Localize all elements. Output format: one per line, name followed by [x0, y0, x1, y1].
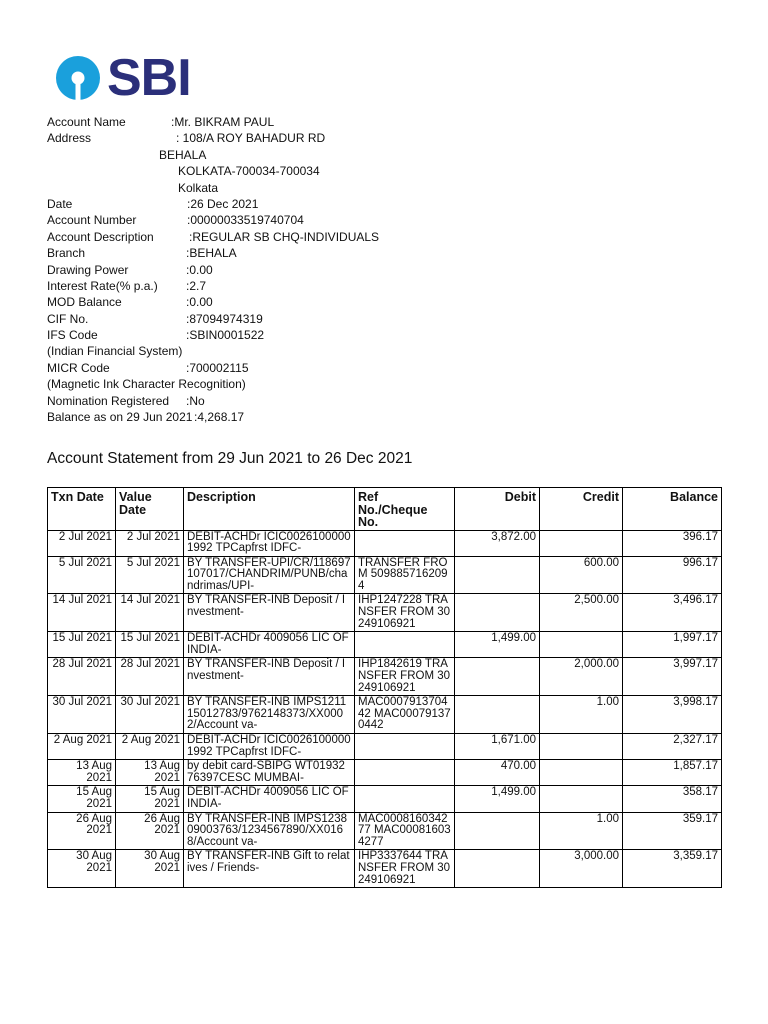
account-detail-value: :0.00 [186, 262, 213, 277]
cell-balance: 3,998.17 [623, 696, 722, 734]
account-detail-label: Account Description [47, 229, 154, 244]
account-detail-label: CIF No. [47, 311, 89, 326]
table-row [48, 812, 722, 850]
cell-balance: 1,997.17 [623, 632, 722, 658]
cell-value-date: 2 Jul 2021 [116, 530, 184, 556]
table-row [48, 556, 722, 594]
cell-credit [540, 632, 623, 658]
account-detail-value: :700002115 [186, 360, 249, 375]
cell-txn-date: 13 Aug 2021 [48, 760, 116, 786]
table-row [48, 786, 722, 812]
account-detail-value: :87094974319 [186, 311, 263, 326]
cell-description: by debit card-SBIPG WT0193276397CESC MUMBAI- [184, 760, 355, 786]
cell-debit: 1,499.00 [455, 786, 540, 812]
cell-balance: 396.17 [623, 530, 722, 556]
header-value-date: Value Date [116, 488, 184, 531]
table-row [48, 530, 722, 556]
account-detail-label: Branch [47, 246, 86, 261]
cell-ref-no [355, 530, 455, 556]
account-detail-value: :2.7 [186, 278, 207, 293]
cell-debit [455, 812, 540, 850]
account-detail-label: MICR Code [47, 360, 110, 375]
cell-balance: 3,997.17 [623, 658, 722, 696]
cell-balance: 3,359.17 [623, 850, 722, 888]
account-detail-label: Account Name [47, 115, 126, 129]
cell-value-date: 30 Jul 2021 [116, 696, 184, 734]
cell-balance: 1,857.17 [623, 760, 722, 786]
cell-ref-no: IHP1842619 TRANSFER FROM 30249106921 [355, 658, 455, 696]
cell-ref-no: TRANSFER FROM 5098857162094 [355, 556, 455, 594]
cell-value-date: 15 Jul 2021 [116, 632, 184, 658]
header-txn-date: Txn Date [48, 488, 116, 531]
cell-txn-date: 2 Jul 2021 [48, 530, 116, 556]
account-detail-label: MOD Balance [47, 295, 122, 310]
cell-credit: 3,000.00 [540, 850, 623, 888]
cell-description: DEBIT-ACHDr 4009056 LIC OF INDIA- [184, 786, 355, 812]
cell-debit [455, 658, 540, 696]
account-detail-value: :BEHALA [186, 246, 237, 261]
account-detail-value: :00000033519740704 [187, 213, 304, 228]
cell-credit: 1.00 [540, 812, 623, 850]
cell-description: DEBIT-ACHDr ICIC00261000001992 TPCapfrst IDFC- [184, 734, 355, 760]
account-detail-label: Account Number [47, 213, 137, 228]
cell-description: BY TRANSFER-INB Deposit / Investment- [184, 658, 355, 696]
account-detail-value: :26 Dec 2021 [187, 196, 259, 211]
account-detail-label: IFS Code [47, 328, 98, 343]
account-detail-label: Interest Rate(% p.a.) [47, 278, 158, 293]
header-debit: Debit [455, 488, 540, 531]
cell-debit [455, 696, 540, 734]
table-row [48, 850, 722, 888]
cell-balance: 358.17 [623, 786, 722, 812]
cell-txn-date: 28 Jul 2021 [48, 658, 116, 696]
cell-value-date: 2 Aug 2021 [116, 734, 184, 760]
account-detail-label: Balance as on 29 Jun 2021 [47, 410, 193, 425]
cell-credit: 1.00 [540, 696, 623, 734]
account-detail-label: Nomination Registered [47, 393, 170, 408]
cell-ref-no: IHP1247228 TRANSFER FROM 30249106921 [355, 594, 455, 632]
cell-txn-date: 5 Jul 2021 [48, 556, 116, 594]
account-detail-value: BEHALA [159, 147, 207, 162]
cell-value-date: 28 Jul 2021 [116, 658, 184, 696]
table-row [48, 594, 722, 632]
cell-credit: 600.00 [540, 556, 623, 594]
cell-credit: 2,500.00 [540, 594, 623, 632]
sbi-logo-text: SBI [107, 49, 191, 107]
cell-credit [540, 530, 623, 556]
cell-balance: 996.17 [623, 556, 722, 594]
account-detail-value: :No [186, 393, 205, 408]
account-detail-value: KOLKATA-700034-700034 [178, 164, 320, 179]
account-detail-value: :REGULAR SB CHQ-INDIVIDUALS [189, 229, 380, 244]
cell-ref-no [355, 786, 455, 812]
cell-txn-date: 15 Jul 2021 [48, 632, 116, 658]
cell-debit [455, 556, 540, 594]
cell-txn-date: 15 Aug 2021 [48, 786, 116, 812]
cell-balance: 3,496.17 [623, 594, 722, 632]
table-row [48, 658, 722, 696]
cell-value-date: 13 Aug 2021 [116, 760, 184, 786]
cell-credit: 2,000.00 [540, 658, 623, 696]
cell-description: DEBIT-ACHDr ICIC00261000001992 TPCapfrst IDFC- [184, 530, 355, 556]
cell-credit [540, 786, 623, 812]
cell-debit: 3,872.00 [455, 530, 540, 556]
cell-debit: 470.00 [455, 760, 540, 786]
sbi-keyhole-icon [55, 55, 101, 101]
cell-credit [540, 760, 623, 786]
cell-debit: 1,499.00 [455, 632, 540, 658]
account-detail-label: (Magnetic Ink Character Recognition) [47, 377, 246, 392]
cell-ref-no [355, 632, 455, 658]
table-row [48, 632, 722, 658]
cell-ref-no: IHP3337644 TRANSFER FROM 30249106921 [355, 850, 455, 888]
table-row [48, 696, 722, 734]
cell-txn-date: 30 Aug 2021 [48, 850, 116, 888]
account-detail-value: :0.00 [186, 295, 213, 310]
account-detail-value: :Mr. BIKRAM PAUL [171, 115, 275, 129]
cell-value-date: 26 Aug 2021 [116, 812, 184, 850]
header-credit: Credit [540, 488, 623, 531]
account-detail-value: :4,268.17 [194, 410, 245, 425]
cell-value-date: 14 Jul 2021 [116, 594, 184, 632]
cell-description: BY TRANSFER-INB IMPS121115012783/9762148373/XX0002/Account va- [184, 696, 355, 734]
cell-description: BY TRANSFER-UPI/CR/118697107017/CHANDRIM/PUNB/chandrimas/UPI- [184, 556, 355, 594]
account-detail-label: (Indian Financial System) [47, 344, 183, 359]
cell-ref-no: MAC000816034277 MAC000816034277 [355, 812, 455, 850]
sbi-logo [55, 49, 191, 107]
account-detail-label: Date [47, 196, 73, 211]
account-detail-label: Drawing Power [47, 262, 129, 277]
cell-credit [540, 734, 623, 760]
table-row [48, 760, 722, 786]
cell-txn-date: 2 Aug 2021 [48, 734, 116, 760]
cell-ref-no [355, 760, 455, 786]
cell-debit [455, 850, 540, 888]
cell-debit: 1,671.00 [455, 734, 540, 760]
cell-description: BY TRANSFER-INB Gift to relatives / Friends- [184, 850, 355, 888]
header-description: Description [184, 488, 355, 531]
cell-debit [455, 594, 540, 632]
account-detail-value: : 108/A ROY BAHADUR RD [176, 131, 326, 146]
account-detail-value: Kolkata [178, 180, 219, 195]
cell-description: BY TRANSFER-INB Deposit / Investment- [184, 594, 355, 632]
header-ref-no: Ref No./Cheque No. [355, 488, 455, 531]
table-header-row [48, 488, 722, 531]
transactions-table [47, 487, 722, 888]
cell-value-date: 30 Aug 2021 [116, 850, 184, 888]
cell-description: DEBIT-ACHDr 4009056 LIC OF INDIA- [184, 632, 355, 658]
cell-value-date: 5 Jul 2021 [116, 556, 184, 594]
header-balance: Balance [623, 488, 722, 531]
cell-txn-date: 26 Aug 2021 [48, 812, 116, 850]
account-detail-value: :SBIN0001522 [186, 328, 265, 343]
cell-description: BY TRANSFER-INB IMPS123809003763/1234567890/XX0168/Account va- [184, 812, 355, 850]
cell-txn-date: 14 Jul 2021 [48, 594, 116, 632]
table-row [48, 734, 722, 760]
cell-ref-no: MAC000791370442 MAC000791370442 [355, 696, 455, 734]
cell-txn-date: 30 Jul 2021 [48, 696, 116, 734]
cell-value-date: 15 Aug 2021 [116, 786, 184, 812]
cell-balance: 359.17 [623, 812, 722, 850]
statement-title: Account Statement from 29 Jun 2021 to 26 Dec 2021 [47, 450, 413, 467]
account-detail-label: Address [47, 131, 92, 146]
cell-balance: 2,327.17 [623, 734, 722, 760]
cell-ref-no [355, 734, 455, 760]
